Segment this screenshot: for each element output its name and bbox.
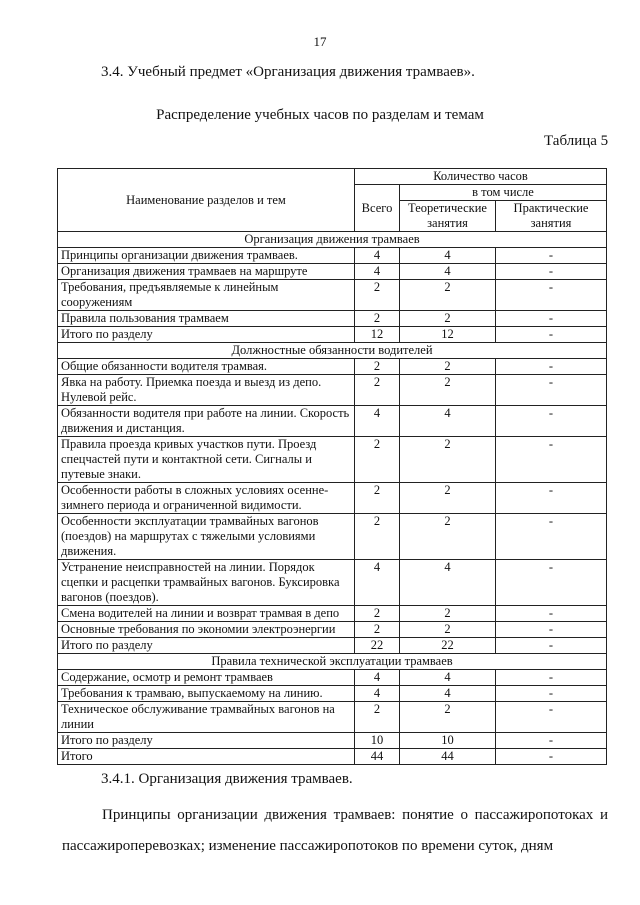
theory-cell: 2: [400, 359, 496, 375]
total-cell: 4: [355, 686, 400, 702]
topic-cell: Требования, предъявляемые к линейным сооружениям: [58, 280, 355, 311]
header-including: в том числе: [400, 185, 607, 201]
section-title-cell: Правила технической эксплуатации трамваев: [58, 654, 607, 670]
topic-cell: Особенности работы в сложных условиях осенне-зимнего периода и ограниченной видимости.: [58, 483, 355, 514]
practice-cell: -: [496, 702, 607, 733]
total-cell: 2: [355, 483, 400, 514]
table-row: [58, 248, 607, 264]
total-cell: 22: [355, 638, 400, 654]
total-cell: 12: [355, 327, 400, 343]
theory-cell: 2: [400, 280, 496, 311]
total-cell: 2: [355, 702, 400, 733]
table-row: [58, 514, 607, 560]
practice-cell: -: [496, 686, 607, 702]
topic-cell: Обязанности водителя при работе на линии. Скорость движения и дистанция.: [58, 406, 355, 437]
theory-cell: 2: [400, 375, 496, 406]
practice-cell: -: [496, 311, 607, 327]
total-cell: 4: [355, 560, 400, 606]
theory-cell: 2: [400, 311, 496, 327]
total-cell: 2: [355, 311, 400, 327]
total-cell: 4: [355, 670, 400, 686]
topic-cell: Итого по разделу: [58, 638, 355, 654]
practice-cell: -: [496, 375, 607, 406]
practice-cell: -: [496, 264, 607, 280]
topic-cell: Явка на работу. Приемка поезда и выезд из депо. Нулевой рейс.: [58, 375, 355, 406]
table-row: [58, 606, 607, 622]
topic-cell: Требования к трамваю, выпускаемому на линию.: [58, 686, 355, 702]
topic-cell: Правила проезда кривых участков пути. Проезд спецчастей пути и контактной сети. Сигналы и путевые знаки.: [58, 437, 355, 483]
topic-cell: Итого по разделу: [58, 327, 355, 343]
practice-cell: -: [496, 733, 607, 749]
practice-cell: -: [496, 638, 607, 654]
section-title: 3.4. Учебный предмет «Организация движения трамваев».: [101, 64, 475, 80]
table-row: [58, 375, 607, 406]
table-row: [58, 622, 607, 638]
section-row: [58, 232, 607, 248]
section-row: [58, 654, 607, 670]
total-cell: 4: [355, 248, 400, 264]
theory-cell: 2: [400, 702, 496, 733]
section-title-cell: Должностные обязанности водителей: [58, 343, 607, 359]
table-row: [58, 406, 607, 437]
practice-cell: -: [496, 280, 607, 311]
theory-cell: 12: [400, 327, 496, 343]
total-cell: 2: [355, 437, 400, 483]
practice-cell: -: [496, 437, 607, 483]
table-row: [58, 327, 607, 343]
total-cell: 2: [355, 514, 400, 560]
table-row: [58, 483, 607, 514]
theory-cell: 4: [400, 248, 496, 264]
total-cell: 2: [355, 375, 400, 406]
practice-cell: -: [496, 327, 607, 343]
practice-cell: -: [496, 359, 607, 375]
practice-cell: -: [496, 670, 607, 686]
table-row: [58, 702, 607, 733]
theory-cell: 4: [400, 670, 496, 686]
topic-cell: Особенности эксплуатации трамвайных вагонов (поездов) на маршрутах с тяжелыми условиями движения.: [58, 514, 355, 560]
practice-cell: -: [496, 514, 607, 560]
total-cell: 10: [355, 733, 400, 749]
table-subtitle: Распределение учебных часов по разделам и темам: [156, 107, 484, 123]
topic-cell: Организация движения трамваев на маршруте: [58, 264, 355, 280]
topic-cell: Итого по разделу: [58, 733, 355, 749]
topic-cell: Правила пользования трамваем: [58, 311, 355, 327]
practice-cell: -: [496, 483, 607, 514]
table-body: [58, 232, 607, 765]
header-hours: Количество часов: [355, 169, 607, 185]
practice-cell: -: [496, 248, 607, 264]
hours-table: [57, 168, 607, 765]
topic-cell: Устранение неисправностей на линии. Порядок сцепки и расцепки трамвайных вагонов. Буксировка вагонов (поездов).: [58, 560, 355, 606]
topic-cell: Итого: [58, 749, 355, 765]
header-theory: Теоретические занятия: [400, 201, 496, 232]
total-cell: 2: [355, 280, 400, 311]
practice-cell: -: [496, 622, 607, 638]
total-cell: 4: [355, 264, 400, 280]
theory-cell: 4: [400, 406, 496, 437]
theory-cell: 44: [400, 749, 496, 765]
theory-cell: 2: [400, 437, 496, 483]
section-row: [58, 343, 607, 359]
theory-cell: 2: [400, 483, 496, 514]
theory-cell: 4: [400, 686, 496, 702]
topic-cell: Основные требования по экономии электроэнергии: [58, 622, 355, 638]
table-row: [58, 686, 607, 702]
table-row: [58, 280, 607, 311]
theory-cell: 4: [400, 560, 496, 606]
practice-cell: -: [496, 560, 607, 606]
total-cell: 2: [355, 622, 400, 638]
header-name: Наименование разделов и тем: [58, 169, 355, 232]
table-row: [58, 264, 607, 280]
header-total: Всего: [355, 185, 400, 232]
theory-cell: 2: [400, 514, 496, 560]
table-row: [58, 670, 607, 686]
total-cell: 44: [355, 749, 400, 765]
total-cell: 2: [355, 359, 400, 375]
topic-cell: Смена водителей на линии и возврат трамвая в депо: [58, 606, 355, 622]
table-row: [58, 437, 607, 483]
topic-cell: Общие обязанности водителя трамвая.: [58, 359, 355, 375]
subsection-heading: 3.4.1. Организация движения трамваев.: [101, 771, 353, 787]
total-cell: 4: [355, 406, 400, 437]
section-title-cell: Организация движения трамваев: [58, 232, 607, 248]
practice-cell: -: [496, 406, 607, 437]
theory-cell: 4: [400, 264, 496, 280]
header-practice: Практические занятия: [496, 201, 607, 232]
table-row: [58, 733, 607, 749]
table-row: [58, 311, 607, 327]
table-row: [58, 749, 607, 765]
table-row: [58, 560, 607, 606]
body-paragraph: Принципы организации движения трамваев: понятие о пассажиропотоках и пассажироперевозках; изменение пассажиропотоков по времени суток, дням: [62, 807, 608, 854]
topic-cell: Техническое обслуживание трамвайных вагонов на линии: [58, 702, 355, 733]
practice-cell: -: [496, 749, 607, 765]
theory-cell: 22: [400, 638, 496, 654]
theory-cell: 2: [400, 622, 496, 638]
table-label: Таблица 5: [544, 133, 609, 149]
table-row: [58, 638, 607, 654]
theory-cell: 10: [400, 733, 496, 749]
theory-cell: 2: [400, 606, 496, 622]
topic-cell: Содержание, осмотр и ремонт трамваев: [58, 670, 355, 686]
table-row: [58, 359, 607, 375]
topic-cell: Принципы организации движения трамваев.: [58, 248, 355, 264]
practice-cell: -: [496, 606, 607, 622]
total-cell: 2: [355, 606, 400, 622]
page-number: 17: [313, 34, 327, 49]
